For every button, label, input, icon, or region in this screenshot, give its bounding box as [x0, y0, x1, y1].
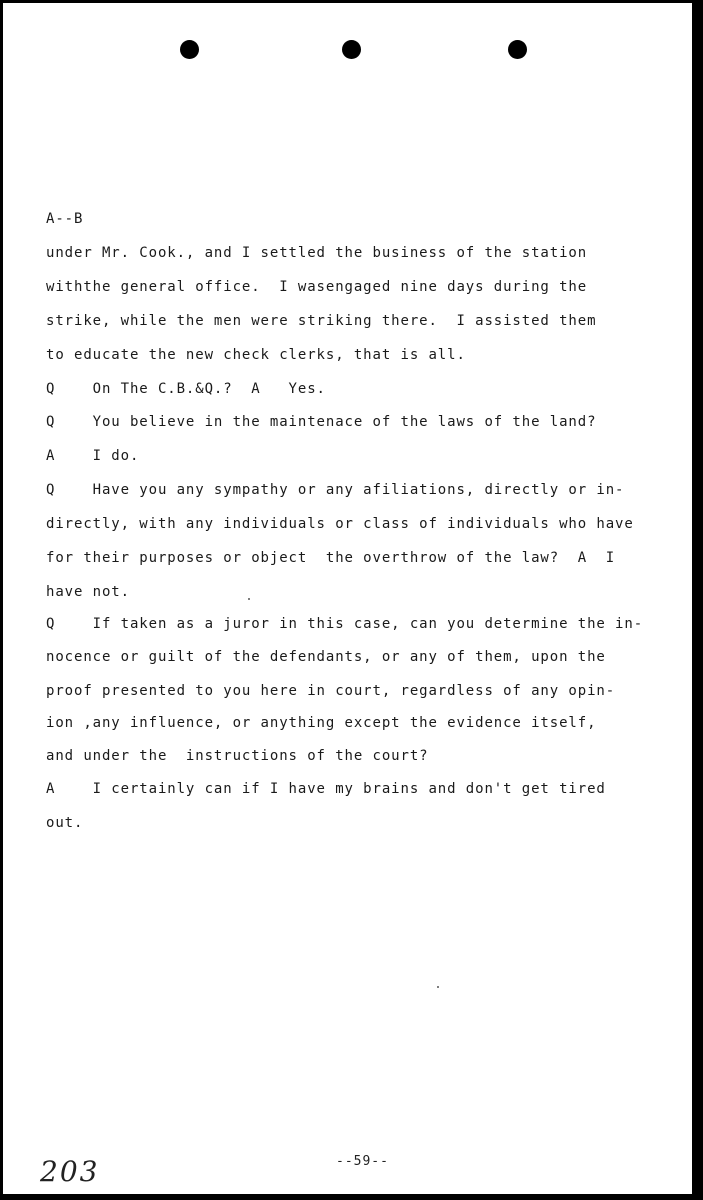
text-line: strike, while the men were striking there. I assisted them: [46, 313, 597, 329]
punch-hole: [180, 40, 199, 59]
text-line: Q If taken as a juror in this case, can you determine the in-: [46, 616, 644, 632]
text-line: Q On The C.B.&Q.? A Yes.: [46, 381, 326, 397]
page-number: --59--: [336, 1154, 389, 1169]
paper-speck: [437, 986, 439, 988]
punch-hole: [508, 40, 527, 59]
text-line: ion ,any influence, or anything except the evidence itself,: [46, 715, 597, 731]
text-line: A I do.: [46, 448, 140, 464]
text-line: nocence or guilt of the defendants, or any of them, upon the: [46, 649, 606, 665]
punch-hole: [342, 40, 361, 59]
text-line: proof presented to you here in court, regardless of any opin-: [46, 683, 616, 699]
text-line: out.: [46, 815, 84, 831]
document-page: [3, 3, 695, 1194]
text-line: Q You believe in the maintenace of the laws of the land?: [46, 414, 597, 430]
text-line: withthe general office. I wasengaged nine days during the: [46, 279, 588, 295]
text-line: for their purposes or object the overthrow of the law? A I: [46, 550, 616, 566]
text-line: Q Have you any sympathy or any afiliations, directly or in-: [46, 482, 625, 498]
paper-speck: [248, 598, 250, 600]
text-line: under Mr. Cook., and I settled the business of the station: [46, 245, 588, 261]
text-line: and under the instructions of the court?: [46, 748, 429, 764]
handwritten-page-number: 203: [40, 1155, 100, 1188]
text-line: A I certainly can if I have my brains and don't get tired: [46, 781, 606, 797]
text-line: to educate the new check clerks, that is all.: [46, 347, 466, 363]
page-header: A--B: [46, 211, 84, 227]
text-line: have not.: [46, 584, 130, 600]
text-line: directly, with any individuals or class of individuals who have: [46, 516, 634, 532]
